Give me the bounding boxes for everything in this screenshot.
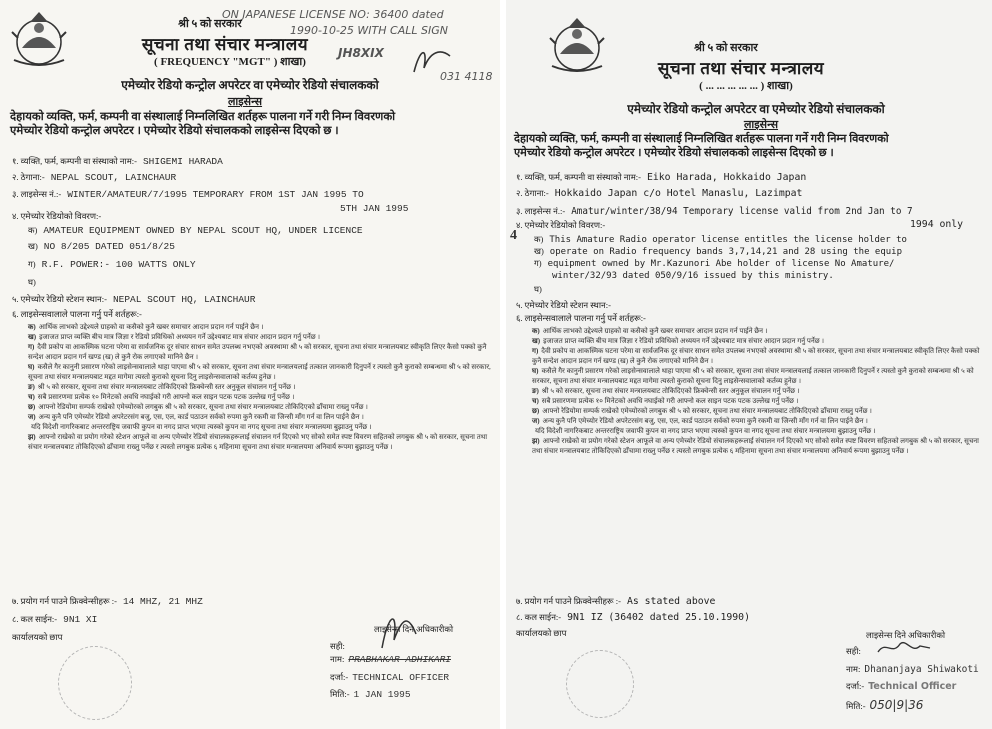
license-subtitle: एमेच्योर रेडियो कन्ट्रोल अपरेटर वा एमेच्योर रेडियो संचालकको <box>121 78 379 92</box>
sign-sahi: सही: <box>330 641 345 651</box>
field-radio-a: क) AMATEUR EQUIPMENT OWNED BY NEPAL SCOUT HQ, UNDER LICENCE <box>28 225 363 236</box>
ministry-title: सूचना तथा संचार मन्त्रालय <box>141 35 309 54</box>
field-radio-b: ख) operate on Radio frequency bands 3,7,14,21 and 28 using the equip <box>534 246 902 257</box>
condition-item: ग) दैवी प्रकोप वा आकस्मिक घटना परेमा वा सार्वजनिक दूर संचार साधन समेत उपलब्ध नभएको अवस्थामा श्री ५ को सरकार, सूचना तथा संचार मन्त्रालयबाट स्वीकृति लिएर कैसो पक्को कुनै सन्देश आदान प्रदान गर्न खण्ड (ख) ले कुनै रोक लगाएको मानिने छैन । <box>28 343 487 361</box>
field-radio-c-cont: winter/32/93 dated 050/9/16 issued by this ministry. <box>552 271 834 281</box>
condition-item: क) आर्थिक लाभको उद्देश्यले ग्राहको वा कसैको कुनै खबर समाचार आदान प्रदान गर्न पाईने छैन । <box>532 327 768 335</box>
condition-item: यदि विदेशी नागरिकबाट अन्तरराष्ट्रिय जवाफी कुपन वा नगद प्राप्त भएमा त्यस्को कुपन वा नगद सूचना तथा संचार मन्त्रालयमा बुझाउनु पर्नेछ । <box>535 427 876 435</box>
nepal-emblem-icon <box>546 14 608 76</box>
branch-line: ( FREQUENCY "MGT" ) शाखा) <box>154 56 306 68</box>
condition-item: क) आर्थिक लाभको उद्देश्यले ग्राहको वा कसैको कुनै खबर समाचार आदान प्रदान गर्न पाईने छैन । <box>28 323 264 331</box>
gov-line: श्री ५ को सरकार <box>178 18 242 30</box>
field-license-no: ३. लाइसेन्स नं.:- Amatur/winter/38/94 Temporary license valid from 2nd Jan to 7 <box>516 206 913 217</box>
condition-item: ज) अन्य कुनै पनि एमेच्योर रेडियो अपरेटरसंग बजु, एस, एल, कार्ड पठाउन सर्वको रुपमा कुनै रकमी वा जिन्सी माँग गर्न वा लिन पाईने छैन । <box>532 417 868 425</box>
condition-item: झ) आफ्नो राखेको वा प्रयोग गरेको स्टेशन आफूले वा अन्य एमेच्योर रेडियो संचालकहरूलाई संचालन गर्न दिएको भए सोको समेत स्पष्ट विवरण सहितको लगबुक श्री ५ को सरकार, सूचना तथा संचार मन्त्रालयबाट तोकिदिएको ढाँचामा राख्नु पर्नेछ र त्यस्तो लगबुक प्रत्येक ६ महिनामा सूचना तथा संचार मन्त्रालयमा अनिवार्य रूपमा बुझाउनु पर्नेछ । <box>532 437 979 455</box>
field-radio-details: ४. एमेच्योर रेडियोको विवरण:- <box>516 220 606 230</box>
field-station-location: ५. एमेच्योर रेडियो स्टेशन स्थान:- NEPAL SCOUT HQ, LAINCHAUR <box>12 294 256 305</box>
condition-item: ख) इजाजत प्राप्त व्यक्ति बीच मात्र जिज्ञा र रेडियो प्रविधिको अध्ययन गर्ने उद्देश्यबाट मात्र संचार आदान प्रदान गर्नु पर्नेछ । <box>532 337 825 345</box>
field-license-no-cont: 1994 only <box>910 219 964 230</box>
field-radio-details: ४. एमेच्योर रेडियोको विवरण:- <box>12 211 102 221</box>
condition-item: ङ) श्री ५ को सरकार, सूचना तथा संचार मन्त्रालयबाट तोकिदिएको फ्रिक्वेन्सी स्तर अनुकूल संचालन गर्नु पर्नेछ । <box>28 383 296 391</box>
field-address: २. ठेगाना:- NEPAL SCOUT, LAINCHAUR <box>12 172 177 183</box>
field-conditions-heading: ६. लाइसेन्सवालाले पालना गर्नु पर्ने शर्तहरू:- <box>516 313 646 323</box>
field-license-no-cont: 5TH JAN 1995 <box>340 203 409 214</box>
condition-item: च) सबै प्रसारणमा प्रत्येक १० मिनेटको अवधि नघाईको गरी आफ्नो कल साइन पटक पटक उल्लेख गर्नु पर्नेछ । <box>532 397 799 405</box>
gov-line: श्री ५ को सरकार <box>694 42 758 54</box>
license-page-right <box>506 0 992 729</box>
license-subtitle: एमेच्योर रेडियो कन्ट्रोल अपरेटर वा एमेच्योर रेडियो संचालकको <box>627 102 885 116</box>
handwritten-note-line1: ON JAPANESE LICENSE NO: 36400 dated <box>222 8 444 21</box>
nepal-emblem-icon <box>8 8 70 70</box>
field-conditions-heading: ६. लाइसेन्सवालाले पालना गर्नु पर्ने शर्तहरू:- <box>12 309 142 319</box>
sign-date: मिति:- 1 JAN 1995 <box>330 689 411 700</box>
field-station-location: ५. एमेच्योर रेडियो स्टेशन स्थान:- <box>516 300 611 310</box>
initials-signature-icon <box>410 42 454 78</box>
office-stamp-icon <box>566 650 634 718</box>
officer-signature-icon <box>874 636 934 658</box>
field-license-no: ३. लाइसेन्स नं.:- WINTER/AMATEUR/7/1995 TEMPORARY FROM 1ST JAN 1995 TO <box>12 189 364 200</box>
field-frequencies: ७. प्रयोग गर्न पाउने फ्रिक्वेन्सीहरू :- As stated above <box>516 596 716 607</box>
condition-item: यदि विदेशी नागरिकबाट अन्तरराष्ट्रिय जवाफी कुपन वा नगद प्राप्त भएमा त्यस्को कुपन वा नगद सूचना तथा संचार मन्त्रालयमा बुझाउनु पर्नेछ । <box>31 423 372 431</box>
field-call-sign: ८. कल साईन:- 9N1 IZ (36402 dated 25.10.1990) <box>516 612 750 623</box>
intro-text: देहायको व्यक्ति, फर्म, कम्पनी वा संस्थालाई निम्नलिखित शर्तहरू पालना गर्ने गरी निम्न विवरणको एमेच्योर रेडियो कन्ट्रोल अपरेटर । एमेच्योर रेडियो संचालकको लाइसेन्स दिएको छ । <box>10 111 396 137</box>
condition-item: छ) आफ्नो रेडियोमा सम्पर्क राखेको एमेच्योरको लगबुक श्री ५ को सरकार, सूचना तथा संचार मन्त्रालयबाट तोकिदिएको ढाँचामा राख्नु पर्नेछ । <box>532 407 872 415</box>
sign-title: लाइसेन्स दिने अधिकारीको <box>866 630 946 640</box>
branch-line: ( ... ... ... ... ... ) शाखा) <box>699 80 793 92</box>
field-frequencies: ७. प्रयोग गर्न पाउने फ्रिक्वेन्सीहरू :- 14 MHZ, 21 MHZ <box>12 596 203 607</box>
conditions-list <box>28 322 494 452</box>
sign-post: दर्जा:- TECHNICAL OFFICER <box>330 672 450 683</box>
condition-item: झ) आफ्नो राखेको वा प्रयोग गरेको स्टेशन आफूले वा अन्य एमेच्योर रेडियो संचालकहरूलाई संचालन गर्न दिएको भए सोको समेत स्पष्ट विवरण सहितको लगबुक श्री ५ को सरकार, सूचना तथा संचार मन्त्रालयबाट तोकिदिएको ढाँचामा राख्नु पर्नेछ र त्यस्तो लगबुक प्रत्येक ६ महिनामा सूचना तथा संचार मन्त्रालयमा अनिवार्य रूपमा बुझाउनु पर्नेछ । <box>28 433 488 451</box>
license-heading: लाइसेन्स <box>743 119 779 131</box>
handwritten-note-line2: 1990-10-25 WITH CALL SIGN <box>290 24 448 37</box>
field-radio-b: ख) NO 8/205 DATED 051/8/25 <box>28 241 175 252</box>
ministry-title: सूचना तथा संचार मन्त्रालय <box>657 59 825 78</box>
handwritten-callsign: JH8XIX <box>338 46 384 60</box>
condition-item: ग) दैवी प्रकोप वा आकस्मिक घटना परेमा वा सार्वजनिक दूर संचार साधन समेत उपलब्ध नभएको अवस्थामा श्री ५ को सरकार, सूचना तथा संचार मन्त्रालयबाट स्वीकृति लिएर कैसो पक्को कुनै सन्देश आदान प्रदान गर्न खण्ड (ख) ले कुनै रोक लगाएको मानिने छैन । <box>532 347 980 365</box>
condition-item: च) सबै प्रसारणमा प्रत्येक १० मिनेटको अवधि नघाईको गरी आफ्नो कल साइन पटक पटक उल्लेख गर्नु पर्नेछ । <box>28 393 295 401</box>
field-address: २. ठेगाना:- Hokkaido Japan c/o Hotel Manaslu, Lazimpat <box>516 188 803 199</box>
field-radio-d: घ) <box>534 284 542 294</box>
office-stamp-label: कार्यालयको छाप <box>516 628 567 638</box>
license-heading: लाइसेन्स <box>227 96 263 108</box>
office-stamp-label: कार्यालयको छाप <box>12 632 63 642</box>
conditions-list <box>532 326 986 456</box>
field-radio-d: घ) <box>28 277 36 287</box>
office-stamp-icon <box>58 646 132 720</box>
field-name: १. व्यक्ति, फर्म, कम्पनी वा संस्थाको नाम:- SHIGEMI HARADA <box>12 156 223 167</box>
condition-item: छ) आफ्नो रेडियोमा सम्पर्क राखेको एमेच्योरको लगबुक श्री ५ को सरकार, सूचना तथा संचार मन्त्रालयबाट तोकिदिएको ढाँचामा राख्नु पर्नेछ । <box>28 403 368 411</box>
field-call-sign: ८. कल साईन:- 9N1 XI <box>12 614 98 625</box>
field-radio-c: ग) R.F. POWER:- 100 WATTS ONLY <box>28 259 196 270</box>
margin-mark: 4 <box>510 228 517 243</box>
condition-item: ज) अन्य कुनै पनि एमेच्योर रेडियो अपरेटरसंग बजु, एस, एल, कार्ड पठाउन सर्वको रुपमा कुनै रकमी वा जिन्सी माँग गर्न वा लिन पाईने छैन । <box>28 413 364 421</box>
handwritten-date: 031 4118 <box>440 70 493 83</box>
condition-item: ख) इजाजत प्राप्त व्यक्ति बीच मात्र जिज्ञा र रेडियो प्रविधिको अध्ययन गर्ने उद्देश्यबाट मात्र संचार आदान प्रदान गर्नु पर्नेछ । <box>28 333 321 341</box>
sign-post: दर्जा:- Technical Officer <box>846 681 957 692</box>
condition-item: ङ) श्री ५ को सरकार, सूचना तथा संचार मन्त्रालयबाट तोकिदिएको फ्रिक्वेन्सी स्तर अनुकूल संचालन गर्नु पर्नेछ । <box>532 387 800 395</box>
sign-date: मिति:- 050|9|36 <box>846 698 924 712</box>
condition-item: घ) कसैले गैर कानुनी प्रसारण गरेको लाइसेन्सवालाले थाहा पाएमा श्री ५ को सरकार, सूचना तथा संचार मन्त्रालयलाई तत्काल जानकारी दिनुपर्ने र त्यस्तो कुनै कुराको सम्बन्धमा श्री ५ को सरकार, सूचना तथा संचार मन्त्रालयबाट मद्दत मागेमा त्यस्तो कुराको सूचना दिनु लाइसेन्सवालाको कर्तव्य हुनेछ । <box>28 363 491 381</box>
intro-text: देहायको व्यक्ति, फर्म, कम्पनी वा संस्थालाई निम्नलिखित शर्तहरू पालना गर्ने गरी निम्न विवरणको एमेच्योर रेडियो कन्ट्रोल अपरेटर । एमेच्योर रेडियो संचालकको लाइसेन्स दिएको छ । <box>514 133 889 159</box>
field-radio-c: ग) equipment owned by Mr.Kazunori Abe holder of license No Amature/ <box>534 258 895 269</box>
field-name: १. व्यक्ति, फर्म, कम्पनी वा संस्थाको नाम:- Eiko Harada, Hokkaido Japan <box>516 172 807 183</box>
sign-name: नाम: PRABHAKAR ADHIKARI <box>330 654 451 665</box>
sign-sahi: सही: <box>846 646 861 656</box>
sign-title: लाइसेन्स दिने अधिकारीको <box>374 624 454 634</box>
condition-item: घ) कसैले गैर कानुनी प्रसारण गरेको लाइसेन्सवालाले थाहा पाएमा श्री ५ को सरकार, सूचना तथा संचार मन्त्रालयलाई तत्काल जानकारी दिनुपर्ने र त्यस्तो कुनै कुराको सम्बन्धमा श्री ५ को सरकार, सूचना तथा संचार मन्त्रालयबाट मद्दत मागेमा त्यस्तो कुराको सूचना दिनु लाइसेन्सवालाको कर्तव्य हुनेछ । <box>532 367 974 385</box>
sign-name: नाम: Dhananjaya Shiwakoti <box>846 664 979 675</box>
field-radio-a: क) This Amature Radio operator license entitles the license holder to <box>534 234 907 245</box>
